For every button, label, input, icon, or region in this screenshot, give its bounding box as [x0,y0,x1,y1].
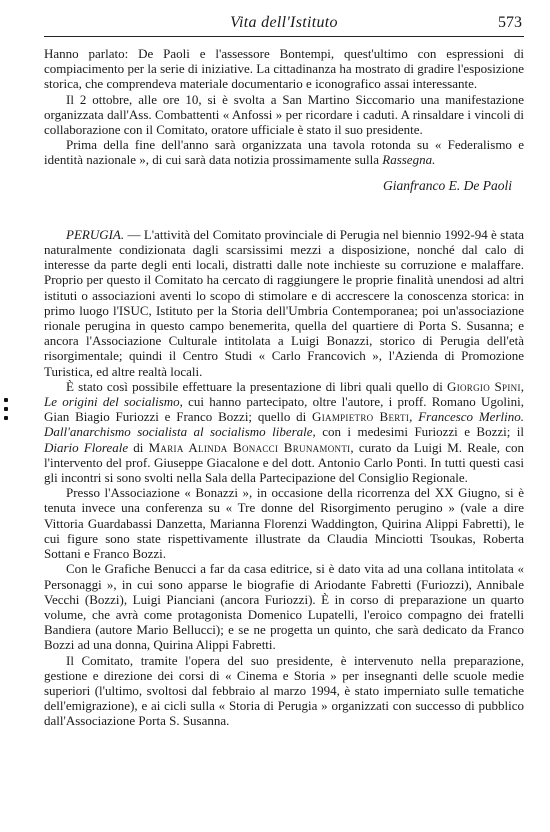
paragraph: Hanno parlato: De Paoli e l'assessore Bontempi, quest'ultimo con espressioni di compiacimento per la serie di iniziative. La cittadinanza ha mostrato di gradire l'esposizione storica, che comprendeva materiale documentario e iconografico assai interessante. [44,46,524,92]
author-name: Maria Alinda Bonacci Brunamonti [148,439,351,455]
paragraph [44,137,524,167]
book-title: Le origini del socialismo [44,394,180,410]
paragraph: Con le Grafiche Benucci a far da casa editrice, si è dato vita ad una collana intitolata « Personaggi », in cui sono apparse le biografie di Ariodante Fabretti (Furiozzi), Annibale Vecchi (Bozzi), Luigi Pianciani (ancora Furiozzi). È in corso di preparazione un quarto volume, che avrà come protagonista Domenico Lupatelli, l'eroico compagno dei fratelli Bandiera (autore Mario Bellucci); e se ne progetta un quinto, che sarà dedicato da Franco Bozzi ad una donna, Quirina Alippi Fabretti. [44,561,524,653]
author-name: Giorgio Spini [447,378,521,394]
city-heading: PERUGIA. [66,226,125,242]
journal-title: Rassegna. [382,152,436,168]
section-gap [44,193,524,227]
book-title: Diario Floreale [44,439,129,455]
running-header [44,12,524,37]
text: , [409,409,419,425]
margin-mark [4,398,10,428]
text: È stato così possibile effettuare la presentazione di libri quali quello di [66,378,448,394]
text: , con i medesimi Furiozzi e Bozzi; il [312,424,524,440]
text: , cui hanno partecipato, oltre l'autore, i proff. Romano Ugolini, Gian Biagio Furiozzi e Franco Bozzi; quello di [44,394,524,425]
paragraph-text: Prima della fine dell'anno sarà organizzata una tavola rotonda su « Federalismo e identità nazionale », di cui sarà data notizia prossimamente sulla [44,137,524,168]
text: di [128,439,149,455]
author-signature: Gianfranco E. De Paoli [383,177,512,193]
running-title: Vita dell'Istituto [230,14,338,31]
paragraph-text: — L'attività del Comitato provinciale di Perugia nel biennio 1992-94 è stata naturalmente condizionata dagli scarsissimi mezzi a disposizione, nonché dal calo di interesse da parte degli enti locali, distratti dalle note inchieste su corruzione e malaffare. Proprio per questo il Comitato ha cercato di raggiungere le proprie finalità unendosi ad altri istituti o associazioni aventi lo scopo di stimolare e di accrescere la conoscenza storica: in primo luogo l'ISUC, Istituto per la Storia dell'Umbria Contemporanea; poi un'associazione rionale perugina in questo campo benemerita, quella del quartiere di Porta S. Susanna; e ancora l'Associazione Culturale intitolata a Luigi Bonazzi, storico di Perugia dell'età risorgimentale; quindi il Centro Studi « Carlo Francovich », l'Azienda di Promozione Turistica, ed altre realtà locali. [44,226,524,379]
page-number: 573 [498,14,522,31]
paragraph: Il Comitato, tramite l'opera del suo presidente, è intervenuto nella preparazione, gestione e direzione dei corsi di « Cinema e Storia » per insegnanti delle scuole medie superiori (l'ultimo, svoltosi dal febbraio al marzo 1994, è stato imperniato sulle tematiche dell'emigrazione), e ai cicli sulla « Storia di Perugia » organizzati con successo di pubblico dall'Associazione Porta S. Susanna. [44,652,524,729]
text: , curato da Luigi M. Reale, con l'intervento del prof. Giuseppe Giacalone e del dott. Antonio Carlo Ponti. In tutti questi casi gli incontri si sono svolti nella Sala della Partecipazione del Consiglio Regionale. [44,439,524,486]
text: , [520,378,524,394]
paragraph: Presso l'Associazione « Bonazzi », in occasione della ricorrenza del XX Giugno, si è tenuta invece una conferenza su « Tre donne del Risorgimento perugino » (vale a dire Vittoria Guardabassi Danzetta, Marianna Florenzi Waddington, Quirina Alippi Fabretti), le cui figure sono state rispettivamente illustrate da Claudia Minciotti Tsoukas, Roberta Sottani e Franco Bozzi. [44,485,524,562]
paragraph [44,227,524,379]
book-title: Francesco Merlino. Dall'anarchismo socialista al socialismo liberale [44,409,524,440]
article-body [44,46,524,729]
page [44,12,524,729]
paragraph: Il 2 ottobre, alle ore 10, si è svolta a San Martino Siccomario una manifestazione organizzata dall'Ass. Combattenti « Anfossi » per ricordare i caduti. A rinsaldare i vincoli di collaborazione con il Comitato, oratore ufficiale è stato il suo presidente. [44,91,524,138]
paragraph [44,379,524,485]
author-name: Giampietro Berti [312,409,410,425]
